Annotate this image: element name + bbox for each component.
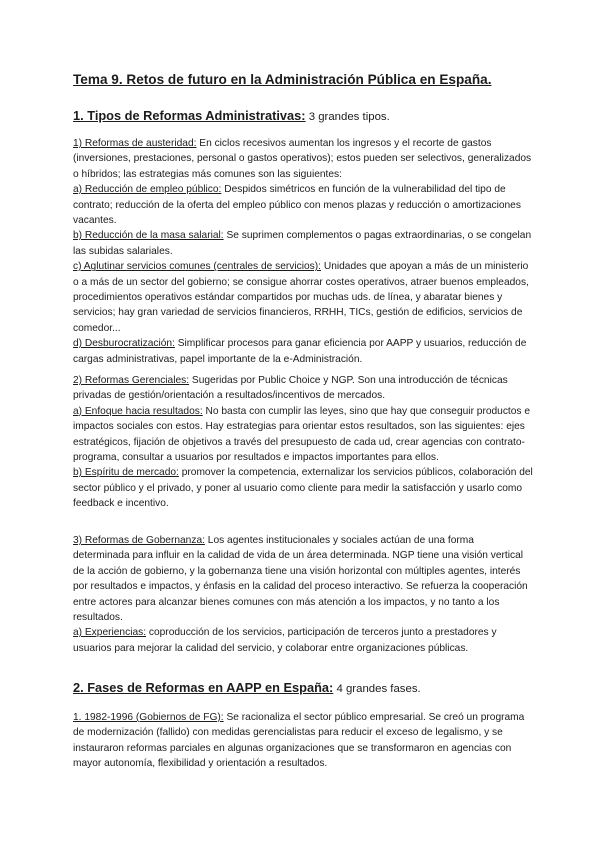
fase-1-text: Se racionaliza el sector público empresarial. Se creó un programa de modernización (fallido) con medidas gerencialistas para reducir el exceso de legalismo, y se instauraron reformas parciales en algunas organizaciones que se transformaron en agencias con mayor autonomía, flexibilidad y orientación a resultados. (73, 712, 525, 770)
section-1-tail: 3 grandes tipos. (305, 111, 390, 123)
item-label: c) Aglutinar servicios comunes (centrales de servicios): (73, 261, 321, 273)
item-text: Se suprimen complementos o pagas extraordinarias, o se congelan las subidas salariales. (73, 230, 532, 257)
item-label: a) Enfoque hacia resultados: (73, 405, 203, 417)
item-label: b) Reducción de la masa salarial: (73, 230, 224, 242)
gerenciales-block (73, 373, 533, 512)
gerenciales-paragraph (73, 373, 533, 404)
fase-1-block (73, 710, 533, 772)
item-text: coproducción de los servicios, participación de terceros junto a prestadores y usuarios para mejorar la calidad del servicio, y colaborar entre organizaciones públicas. (73, 627, 497, 654)
section-2-title: 2. Fases de Reformas en AAPP en España: (73, 680, 334, 695)
list-item (73, 625, 533, 656)
list-item (73, 259, 533, 336)
section-1-title: 1. Tipos de Reformas Administrativas: (73, 108, 306, 123)
item-text: Simplificar procesos para ganar eficiencia por AAPP y usuarios, reducción de cargas administrativas, papel importante de la e-Administración. (73, 338, 527, 365)
list-item (73, 228, 533, 259)
section-2-heading (73, 680, 543, 695)
fase-1-paragraph (73, 710, 533, 772)
austeridad-label: 1) Reformas de austeridad: (73, 138, 197, 149)
gobernanza-label: 3) Reformas de Gobernanza: (73, 535, 205, 546)
list-item (73, 336, 533, 367)
document-title: Tema 9. Retos de futuro en la Administración Pública en España. (73, 72, 492, 87)
item-text: Unidades que apoyan a más de un ministerio o a más de un sector del gobierno; se consigue ahorrar costes operativos, atraer buenos empleados, procedimientos operativos estándar compartidos por muchas uds. de línea, y abaratar bienes y servicios; hay gran variedad de servicios financieros, RRHH, TICs, gestión de edificios, servicios de comedor... (73, 261, 529, 334)
item-label: a) Reducción de empleo público: (73, 184, 222, 196)
list-item (73, 465, 533, 511)
list-item (73, 182, 533, 228)
item-text: promover la competencia, externalizar los servicios públicos, colaboración del sector público y el privado, y poner al usuario como cliente para medir la satisfacción y usarlo como feedback e incentivo. (73, 467, 533, 510)
item-text: Despidos simétricos en función de la vulnerabilidad del tipo de contrato; reducción de la oferta del empleo público con menos plazas y reducción o amortizaciones vacantes. (73, 184, 521, 227)
item-label: a) Experiencias: (73, 627, 147, 639)
fase-1-label: 1. 1982-1996 (Gobiernos de FG): (73, 712, 224, 723)
list-item (73, 404, 533, 466)
item-label: b) Espíritu de mercado: (73, 467, 179, 479)
austeridad-text: En ciclos recesivos aumentan los ingresos y el recorte de gastos (inversiones, prestaciones, personal o gastos operativos); estos pueden ser selectivos, generalizados o híbridos; las estrategias más comunes son las siguientes: (73, 138, 532, 180)
austeridad-block (73, 136, 533, 367)
gerenciales-text: Sugeridas por Public Choice y NGP. Son una introducción de técnicas privadas de gestión/orientación a resultados/incentivos de mercados. (73, 375, 508, 402)
gobernanza-text: Los agentes institucionales y sociales actúan de una forma determinada para influir en la calidad de vida de un área determinada. NGP tiene una visión vertical de la acción de gobierno, y la gobernanza tiene una visión horizontal con múltiples agentes, interés por resultados e impactos, y énfasis en la calidad del proceso interactivo. Se refuerza la cooperación entre actores para alcanzar bienes comunes con más atención a los impactos, y no tanto a los resultados. (73, 535, 528, 624)
section-1-heading (73, 108, 543, 123)
item-text: No basta con cumplir las leyes, sino que hay que conseguir productos e impactos sociales con estos. Hay estrategias para orientar estos resultados, son las siguientes: ejes estratégicos, fijación de objetivos a través del presupuesto de cada ud, crear agencias con contrato-programa, consultar a usuarios por resultados e impactos importantes para ellos. (73, 405, 531, 464)
austeridad-paragraph (73, 136, 533, 182)
gobernanza-block (73, 533, 533, 656)
gobernanza-paragraph (73, 533, 533, 625)
item-label: d) Desburocratización: (73, 338, 175, 350)
section-2-tail: 4 grandes fases. (333, 683, 421, 695)
gerenciales-label: 2) Reformas Gerenciales: (73, 375, 190, 386)
